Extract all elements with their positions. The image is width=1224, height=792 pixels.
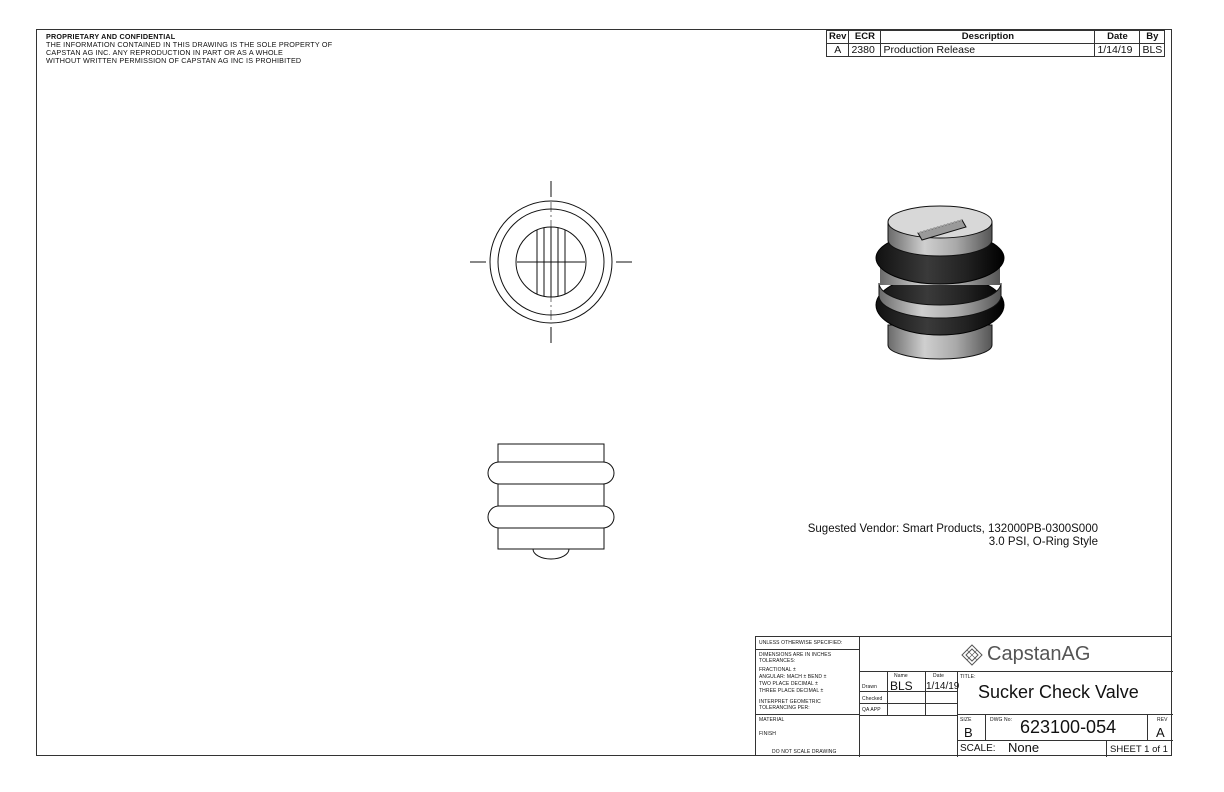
company-logo	[961, 643, 1090, 666]
rev-label: REV	[1157, 717, 1168, 723]
date-cell: 1/14/19	[1095, 44, 1140, 57]
description-cell: Production Release	[881, 44, 1095, 57]
title-label: TITLE:	[960, 674, 976, 680]
top-view	[470, 181, 632, 343]
vendor-note	[760, 523, 1098, 549]
drawing-title: Sucker Check Valve	[978, 682, 1139, 702]
rev-col-header: Rev	[827, 31, 849, 44]
angular-tol: ANGULAR: MACH ± BEND ±	[759, 674, 827, 680]
three-place-tol: THREE PLACE DECIMAL ±	[759, 688, 824, 694]
notice-line: THE INFORMATION CONTAINED IN THIS DRAWING IS THE SOLE PROPERTY OF	[46, 40, 333, 49]
checked-label: Checked	[862, 696, 883, 702]
notice-line: CAPSTAN AG INC. ANY REPRODUCTION IN PART OR AS A WHOLE	[46, 48, 283, 57]
qa-label: QA APP	[862, 707, 881, 713]
company-name: CapstanAG	[987, 643, 1091, 665]
description-col-header: Description	[881, 31, 1095, 44]
vendor-note-line1: Sugested Vendor: Smart Products, 132000PB-0300S000	[807, 523, 1098, 535]
notice-line: WITHOUT WRITTEN PERMISSION OF CAPSTAN AG INC IS PROHIBITED	[46, 56, 302, 65]
date-col-header: Date	[1095, 31, 1140, 44]
by-col-header: By	[1140, 31, 1165, 44]
rev-cell: A	[827, 44, 849, 57]
finish-label: FINISH	[759, 731, 776, 737]
interpret-geometric: INTERPRET GEOMETRIC	[759, 699, 821, 705]
drawn-name: BLS	[890, 679, 913, 693]
by-cell: BLS	[1140, 44, 1165, 57]
scale-label: SCALE:	[960, 743, 996, 754]
ecr-col-header: ECR	[849, 31, 881, 44]
title-block	[755, 636, 1172, 756]
sheet-number: SHEET 1 of 1	[1110, 744, 1168, 755]
ecr-cell: 2380	[849, 44, 881, 57]
tolerancing-per: TOLERANCING PER:	[759, 705, 810, 711]
notice-heading: PROPRIETARY AND CONFIDENTIAL	[46, 32, 176, 41]
drawing-number: 623100-054	[1020, 717, 1117, 737]
size-label: SIZE	[960, 717, 972, 723]
drawing-rev: A	[1156, 725, 1165, 740]
dimensions-note: DIMENSIONS ARE IN INCHES	[759, 652, 832, 658]
material-label: MATERIAL	[759, 717, 785, 723]
unless-specified: UNLESS OTHERWISE SPECIFIED:	[759, 640, 843, 646]
isometric-view	[876, 206, 1004, 359]
tolerances-label: TOLERANCES:	[759, 658, 796, 664]
drawn-date: 1/14/19	[926, 681, 960, 692]
sheet-size: B	[964, 725, 973, 740]
name-header: Name	[894, 673, 908, 679]
date-header: Date	[933, 673, 944, 679]
vendor-note-line2: 3.0 PSI, O-Ring Style	[988, 536, 1098, 548]
drawing-scale: None	[1008, 740, 1040, 755]
side-view	[488, 444, 614, 559]
fractional-tol: FRACTIONAL ±	[759, 667, 796, 673]
two-place-tol: TWO PLACE DECIMAL ±	[759, 681, 818, 687]
company-logo-icon	[961, 644, 983, 666]
do-not-scale: DO NOT SCALE DRAWING	[772, 749, 837, 755]
drawn-label: Drawn	[862, 684, 877, 690]
dwg-no-label: DWG No:	[990, 717, 1013, 723]
